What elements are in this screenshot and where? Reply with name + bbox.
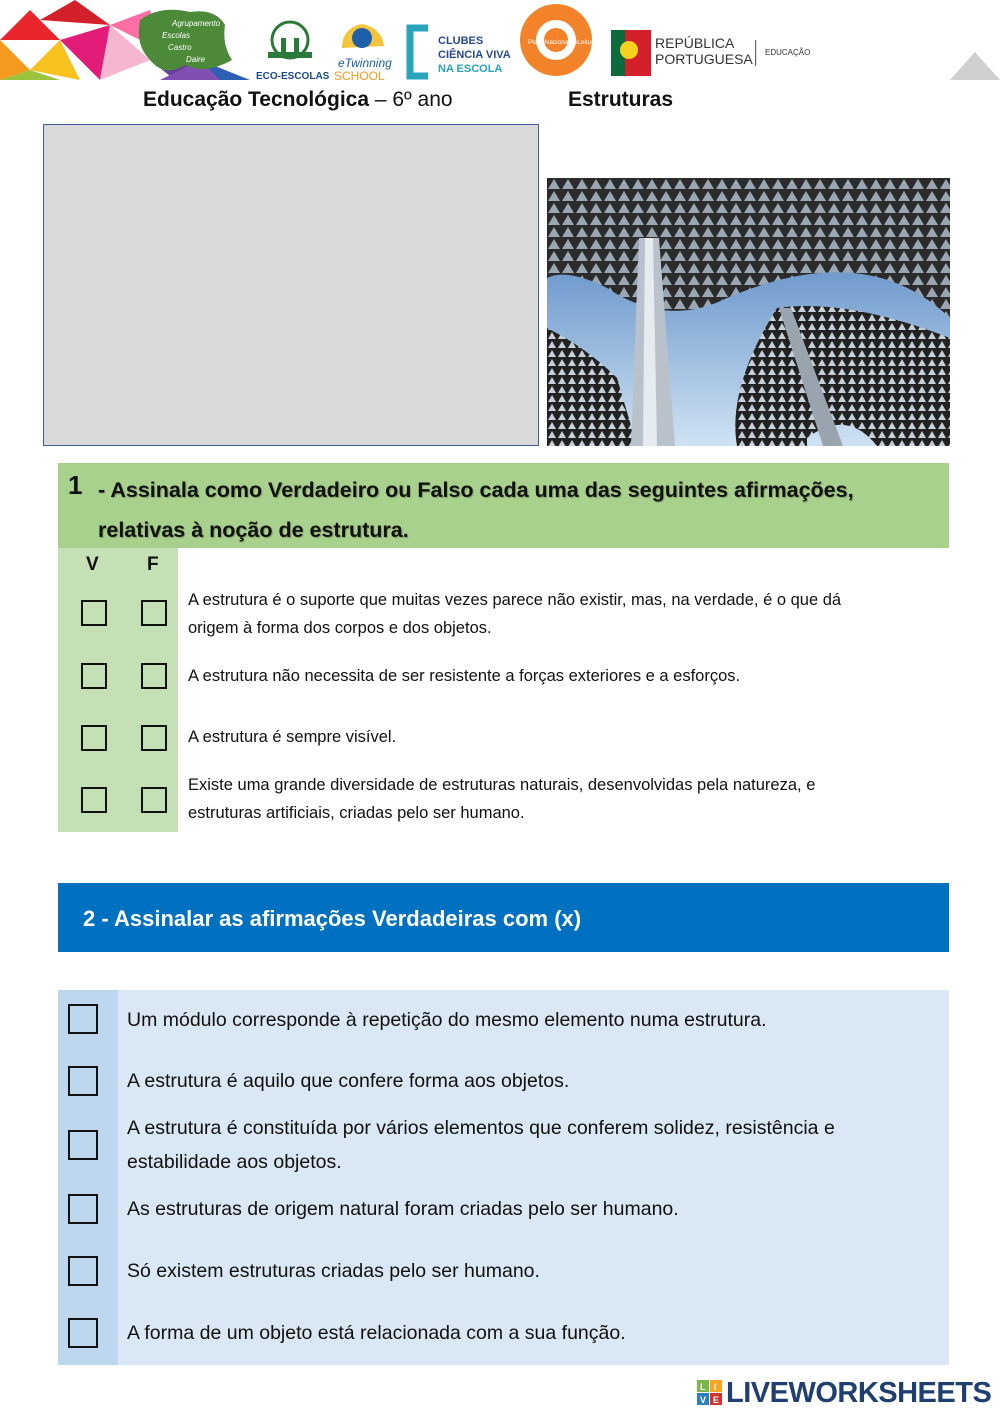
checkbox-true-1[interactable] <box>68 1004 98 1034</box>
republica-line-0: REPÚBLICA <box>655 35 735 51</box>
statement-3: A estrutura é sempre visível. <box>188 728 397 746</box>
corner-triangle-decoration <box>950 52 1000 80</box>
eco-escolas-text: ECO-ESCOLAS <box>256 71 330 82</box>
column-label-f: F <box>147 554 159 575</box>
section2-checkbox-column <box>58 990 118 1365</box>
agrupamento-line-1: Escolas <box>162 31 191 40</box>
agrupamento-line-0: Agrupamento <box>172 19 221 28</box>
image-placeholder <box>43 124 539 446</box>
checkbox-v-3[interactable] <box>81 725 107 751</box>
checkbox-true-6[interactable] <box>68 1318 98 1348</box>
checkbox-f-4[interactable] <box>141 787 167 813</box>
republica-portuguesa-logo <box>611 30 810 76</box>
checkbox-v-4[interactable] <box>81 787 107 813</box>
section1-number: 1 <box>68 470 83 500</box>
statement-1-line2: origem à forma dos corpos e dos objetos. <box>188 619 492 637</box>
clubes-line-2: NA ESCOLA <box>438 63 503 75</box>
plano-text: PlanoNacionaldeLeitura <box>528 39 598 46</box>
statement-4 <box>188 771 933 827</box>
checkbox-v-2[interactable] <box>81 663 107 689</box>
clubes-line-0: CLUBES <box>438 35 484 47</box>
checkbox-f-3[interactable] <box>141 725 167 751</box>
subject-title: Educação Tecnológica <box>143 88 370 111</box>
republica-line-1: PORTUGUESA <box>655 51 753 67</box>
school-text: SCHOOL <box>334 69 385 83</box>
true-statement-3-line2: estabilidade aos objetos. <box>127 1151 342 1173</box>
plano-nacional-leitura-logo <box>520 4 597 76</box>
checkbox-f-2[interactable] <box>141 663 167 689</box>
checkbox-v-1[interactable] <box>81 600 107 626</box>
agrupamento-logo <box>139 10 232 71</box>
statement-4-line1: Existe uma grande diversidade de estruturas naturais, desenvolvidas pela natureza, e <box>188 776 816 794</box>
checkbox-f-1[interactable] <box>141 600 167 626</box>
etwinning-text: eTwinning <box>338 56 392 70</box>
true-statement-2: A estrutura é aquilo que confere forma aos objetos. <box>127 1070 570 1092</box>
statement-1-line1: A estrutura é o suporte que muitas vezes parece não existir, mas, na verdade, é o que dá <box>188 591 842 609</box>
topic-title: Estruturas <box>568 88 674 111</box>
statement-4-line2: estruturas artificiais, criadas pelo ser humano. <box>188 804 525 822</box>
header-logo-strip <box>0 0 1000 86</box>
liveworksheets-badge-icon <box>697 1377 723 1409</box>
statement-2: A estrutura não necessita de ser resistente a forças exteriores e a esforços. <box>188 667 741 685</box>
clubes-line-1: CIÊNCIA VIVA <box>438 49 511 61</box>
true-statement-6: A forma de um objeto está relacionada com a sua função. <box>127 1322 626 1344</box>
educacao-text: EDUCAÇÃO <box>765 48 811 57</box>
column-label-v: V <box>86 554 99 575</box>
true-statement-3-line1: A estrutura é constituída por vários elementos que conferem solidez, resistência e <box>127 1117 835 1139</box>
badge-letter-i: I <box>714 1382 717 1392</box>
liveworksheets-brand: LIVEWORKSHEETS <box>726 1377 992 1409</box>
clubes-ciencia-viva-logo <box>410 28 511 76</box>
agrupamento-line-2: Castro <box>168 43 192 52</box>
agrupamento-line-3: Daire <box>186 55 206 64</box>
checkbox-true-2[interactable] <box>68 1066 98 1096</box>
structure-photo <box>547 178 950 446</box>
section1-title <box>98 470 938 550</box>
badge-letter-l: L <box>700 1382 706 1392</box>
grade-text: – 6º ano <box>369 88 453 111</box>
checkbox-true-4[interactable] <box>68 1194 98 1224</box>
section1-title-line1: - Assinala como Verdadeiro ou Falso cada uma das seguintes afirmações, <box>98 478 854 502</box>
statement-1 <box>188 586 933 642</box>
section1-title-line2: relativas à noção de estrutura. <box>98 518 409 542</box>
etwinning-logo <box>334 24 392 83</box>
true-statement-3 <box>127 1111 927 1179</box>
checkbox-true-5[interactable] <box>68 1256 98 1286</box>
checkbox-true-3[interactable] <box>68 1130 98 1160</box>
section2-title: 2 - Assinalar as afirmações Verdadeiras com (x) <box>83 906 582 931</box>
true-statement-4: As estruturas de origem natural foram criadas pelo ser humano. <box>127 1198 679 1220</box>
badge-letter-v: V <box>700 1395 707 1405</box>
true-statement-1: Um módulo corresponde à repetição do mesmo elemento numa estrutura. <box>127 1009 767 1031</box>
page-title <box>143 86 453 114</box>
eco-escolas-logo <box>256 22 330 82</box>
badge-letter-e: E <box>713 1395 720 1405</box>
true-statement-5: Só existem estruturas criadas pelo ser humano. <box>127 1260 540 1282</box>
